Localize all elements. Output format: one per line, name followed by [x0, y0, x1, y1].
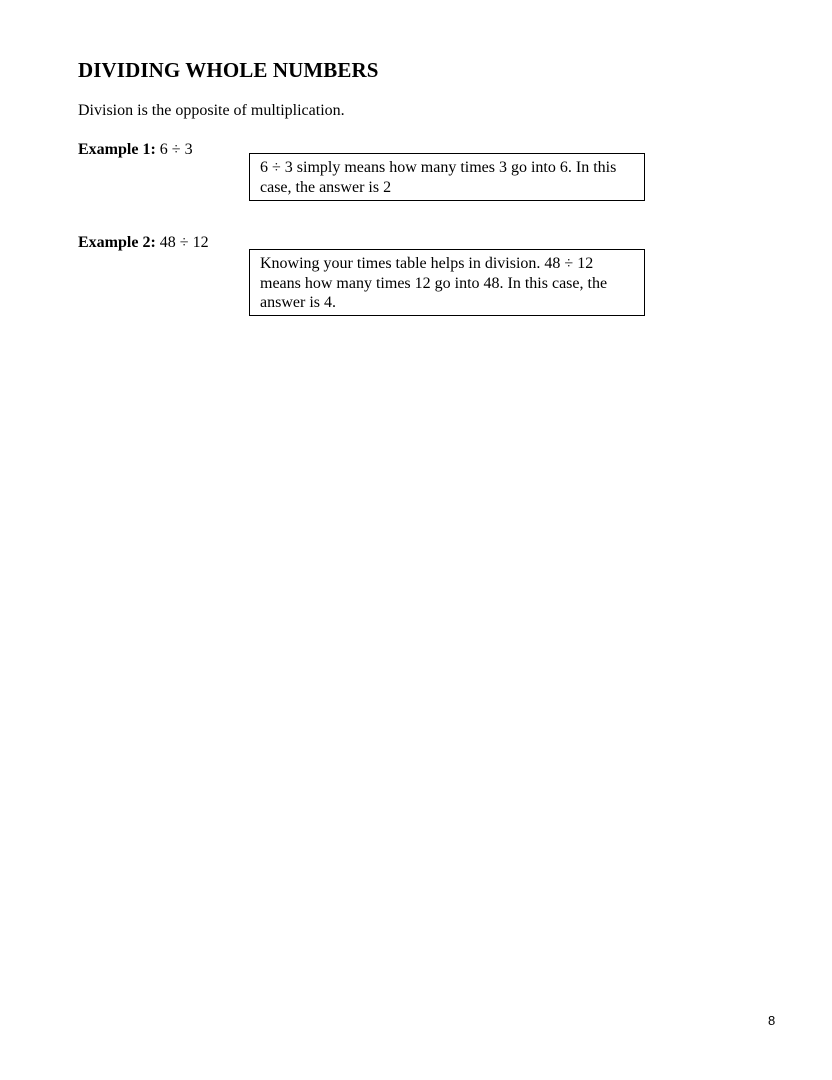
example-1-explanation-box: 6 ÷ 3 simply means how many times 3 go into 6. In this case, the answer is 2 — [249, 153, 645, 201]
page-title: DIVIDING WHOLE NUMBERS — [78, 58, 379, 82]
example-1-label — [78, 141, 193, 159]
example-2-explanation-box: Knowing your times table helps in division. 48 ÷ 12 means how many times 12 go into 48. In this case, the answer is 4. — [249, 249, 645, 316]
example-2-expression: 48 ÷ 12 — [159, 234, 209, 251]
example-1-heading: Example 1: — [78, 141, 156, 158]
example-2-heading: Example 2: — [78, 234, 156, 251]
intro-text: Division is the opposite of multiplication. — [78, 102, 345, 119]
page-number: 8 — [768, 1013, 776, 1028]
example-2-label — [78, 234, 209, 252]
example-1-expression: 6 ÷ 3 — [159, 141, 193, 158]
